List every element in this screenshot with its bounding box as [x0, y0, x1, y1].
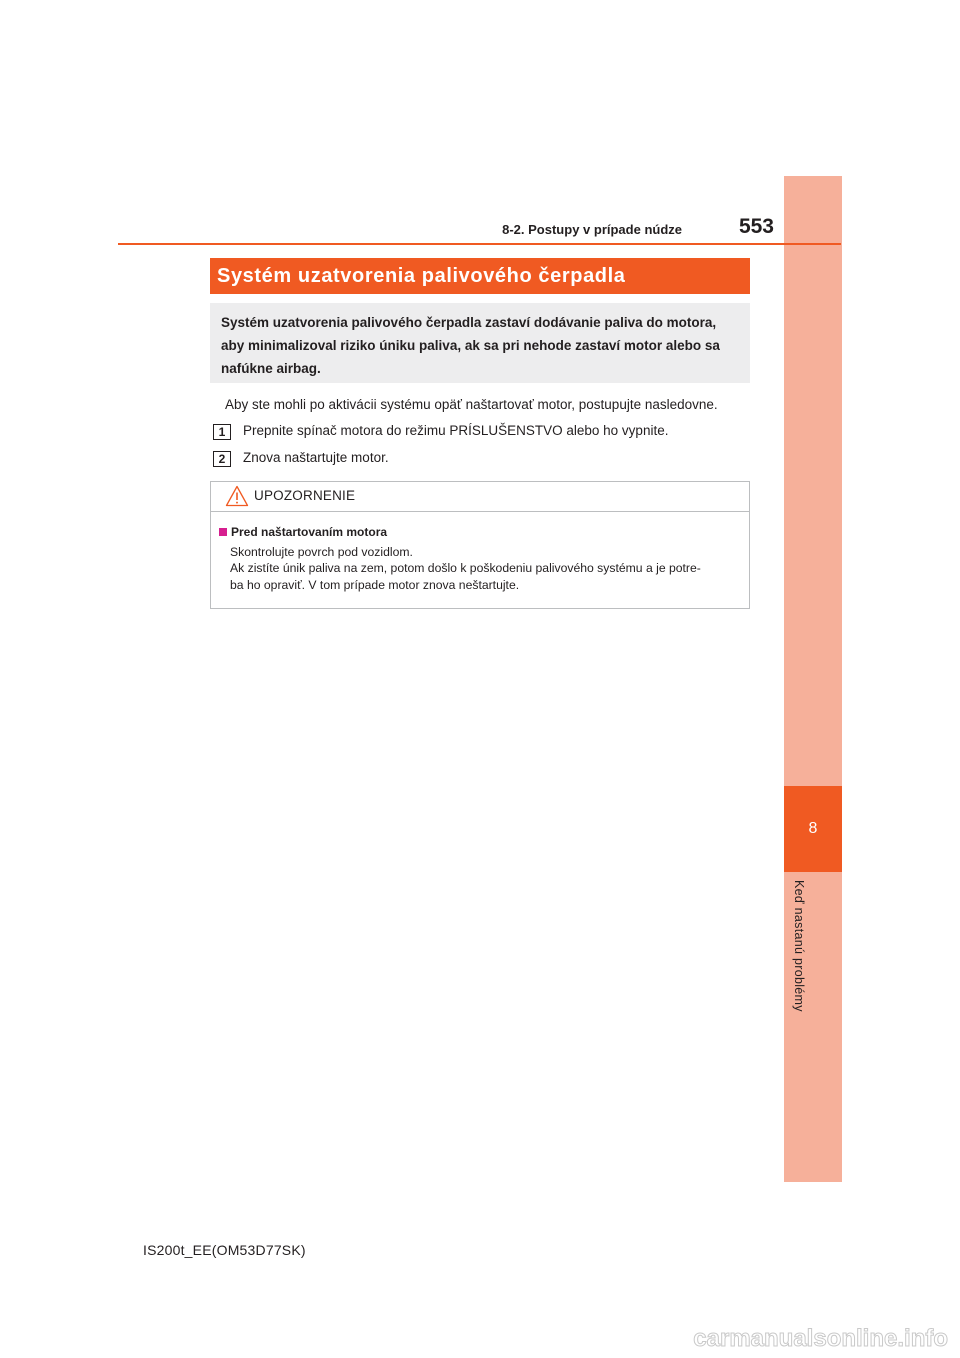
intro-box — [210, 303, 750, 383]
intro-line: Systém uzatvorenia palivového čerpadla zastaví dodávanie paliva do motora, — [221, 315, 717, 330]
header-divider — [118, 243, 841, 245]
intro-line: nafúkne airbag. — [221, 361, 321, 376]
step-number-badge: 2 — [213, 451, 231, 467]
step-text: Prepnite spínač motora do režimu PRÍSLUŠENSTVO alebo ho vypnite. — [243, 423, 669, 438]
bullet-square-icon — [219, 528, 227, 536]
warning-box — [210, 481, 750, 609]
warning-text-line: Ak zistíte únik paliva na zem, potom došlo k poškodeniu palivového systému a je potre- — [230, 561, 701, 575]
procedure-step — [212, 449, 752, 469]
warning-item-title — [219, 525, 387, 539]
chapter-side-label — [792, 880, 820, 1040]
warning-header — [211, 482, 749, 512]
page-number: 553 — [738, 215, 774, 238]
step-text: Znova naštartujte motor. — [243, 450, 389, 465]
watermark-logo — [590, 1322, 950, 1352]
warning-text-line: Skontrolujte povrch pod vozidlom. — [230, 545, 413, 559]
intro-line: aby minimalizoval riziko úniku paliva, ak sa pri nehode zastaví motor alebo sa — [221, 338, 720, 353]
section-heading: 8-2. Postupy v prípade núdze — [502, 222, 682, 237]
chapter-number: 8 — [808, 820, 818, 837]
warning-label: UPOZORNENIE — [254, 488, 356, 503]
step-number-badge: 1 — [213, 424, 231, 440]
section-title-bar — [210, 258, 750, 294]
warning-triangle-icon — [225, 485, 249, 507]
chapter-label-text: Keď nastanú problémy — [792, 880, 806, 1012]
warning-text-line: ba ho opraviť. V tom prípade motor znova neštartujte. — [230, 578, 520, 592]
chapter-tab[interactable] — [784, 786, 842, 872]
procedure-step — [212, 422, 752, 442]
warning-item-title-text: Pred naštartovaním motora — [231, 525, 388, 539]
model-code-footer: IS200t_EE(OM53D77SK) — [143, 1242, 306, 1258]
watermark-text: carmanualsonline.info — [693, 1325, 948, 1352]
page-title: Systém uzatvorenia palivového čerpadla — [217, 264, 626, 287]
procedure-intro: Aby ste mohli po aktivácii systému opäť naštartovať motor, postupujte nasledovne. — [225, 397, 718, 412]
